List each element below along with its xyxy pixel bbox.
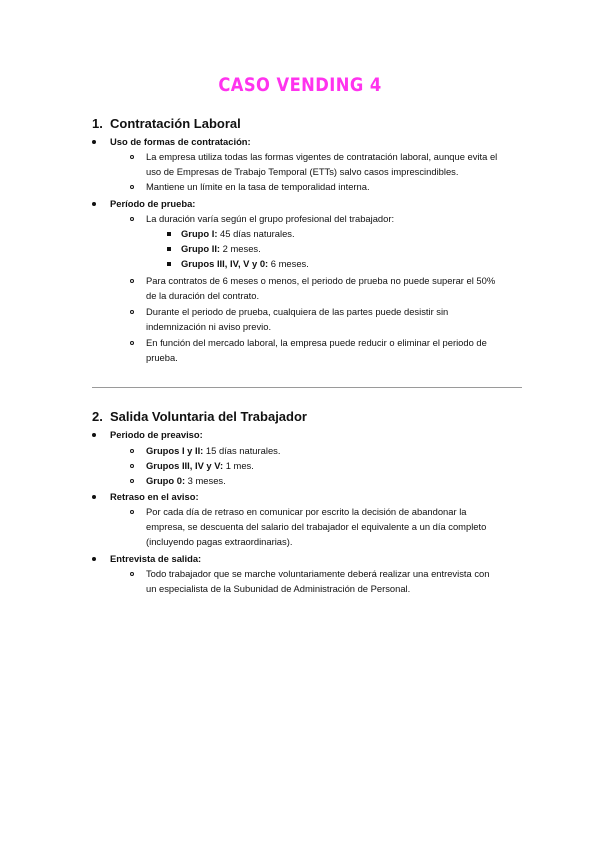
uso-item-1-line-1: La empresa utiliza todas las formas vigentes de contratación laboral, aunque evita el	[146, 151, 498, 162]
periodo-grupo-3: Grupos III, IV, V y 0: 6 meses.	[181, 258, 309, 269]
section2-heading: Salida Voluntaria del Trabajador	[110, 409, 307, 424]
retraso-line-3: (incluyendo pagas extraordinarias).	[146, 536, 293, 547]
bullet-circle-icon	[130, 572, 134, 576]
preaviso-grupo-1: Grupos I y II: 15 días naturales.	[146, 445, 281, 456]
periodo-intro: La duración varía según el grupo profesional del trabajador:	[146, 213, 395, 224]
retraso-line-2: empresa, se descuenta del salario del trabajador el equivalente a un día completo	[146, 521, 487, 532]
periodo-grupo-2: Grupo II: 2 meses.	[181, 243, 261, 254]
section1-number: 1.	[92, 116, 103, 131]
uso-item-2-line-1: Mantiene un límite en la tasa de temporalidad interna.	[146, 181, 370, 192]
periodo-item-2-line-1: Durante el periodo de prueba, cualquiera de las partes puede desistir sin	[146, 306, 449, 317]
periodo-item-1-line-1: Para contratos de 6 meses o menos, el periodo de prueba no puede superar el 50%	[146, 275, 496, 286]
periodo-item-3-line-2: prueba.	[146, 352, 178, 363]
section-divider	[92, 387, 522, 388]
uso-item-1-line-2: uso de Empresas de Trabajo Temporal (ETTs) salvo casos imprescindibles.	[146, 166, 459, 177]
bullet-circle-icon	[130, 479, 134, 483]
periodo-grupo-1: Grupo I: 45 días naturales.	[181, 228, 295, 239]
bullet-circle-icon	[130, 155, 134, 159]
entrevista-line-2: un especialista de la Subunidad de Administración de Personal.	[146, 583, 411, 594]
bullet-circle-icon	[130, 217, 134, 221]
uso-label: Uso de formas de contratación:	[110, 136, 251, 147]
bullet-circle-icon	[130, 341, 134, 345]
preaviso-label: Periodo de preaviso:	[110, 429, 203, 440]
preaviso-grupo-2: Grupos III, IV y V: 1 mes.	[146, 460, 254, 471]
retraso-label: Retraso en el aviso:	[110, 491, 199, 502]
section2-number: 2.	[92, 409, 103, 424]
bullet-circle-icon	[130, 279, 134, 283]
retraso-line-1: Por cada día de retraso en comunicar por escrito la decisión de abandonar la	[146, 506, 467, 517]
bullet-dot-icon	[92, 495, 96, 499]
bullet-circle-icon	[130, 464, 134, 468]
bullet-square-icon	[167, 262, 171, 266]
bullet-circle-icon	[130, 510, 134, 514]
bullet-square-icon	[167, 247, 171, 251]
bullet-dot-icon	[92, 557, 96, 561]
bullet-circle-icon	[130, 185, 134, 189]
entrevista-label: Entrevista de salida:	[110, 553, 202, 564]
bullet-circle-icon	[130, 449, 134, 453]
periodo-label: Período de prueba:	[110, 198, 196, 209]
bullet-square-icon	[167, 232, 171, 236]
periodo-item-2-line-2: indemnización ni aviso previo.	[146, 321, 272, 332]
section1-heading: Contratación Laboral	[110, 116, 241, 131]
document-title: CASO VENDING 4	[218, 74, 382, 96]
periodo-item-1-line-2: de la duración del contrato.	[146, 290, 260, 301]
bullet-dot-icon	[92, 140, 96, 144]
bullet-circle-icon	[130, 310, 134, 314]
bullet-dot-icon	[92, 202, 96, 206]
bullet-dot-icon	[92, 433, 96, 437]
periodo-item-3-line-1: En función del mercado laboral, la empresa puede reducir o eliminar el periodo de	[146, 337, 487, 348]
preaviso-grupo-3: Grupo 0: 3 meses.	[146, 475, 226, 486]
entrevista-line-1: Todo trabajador que se marche voluntariamente deberá realizar una entrevista con	[146, 568, 490, 579]
